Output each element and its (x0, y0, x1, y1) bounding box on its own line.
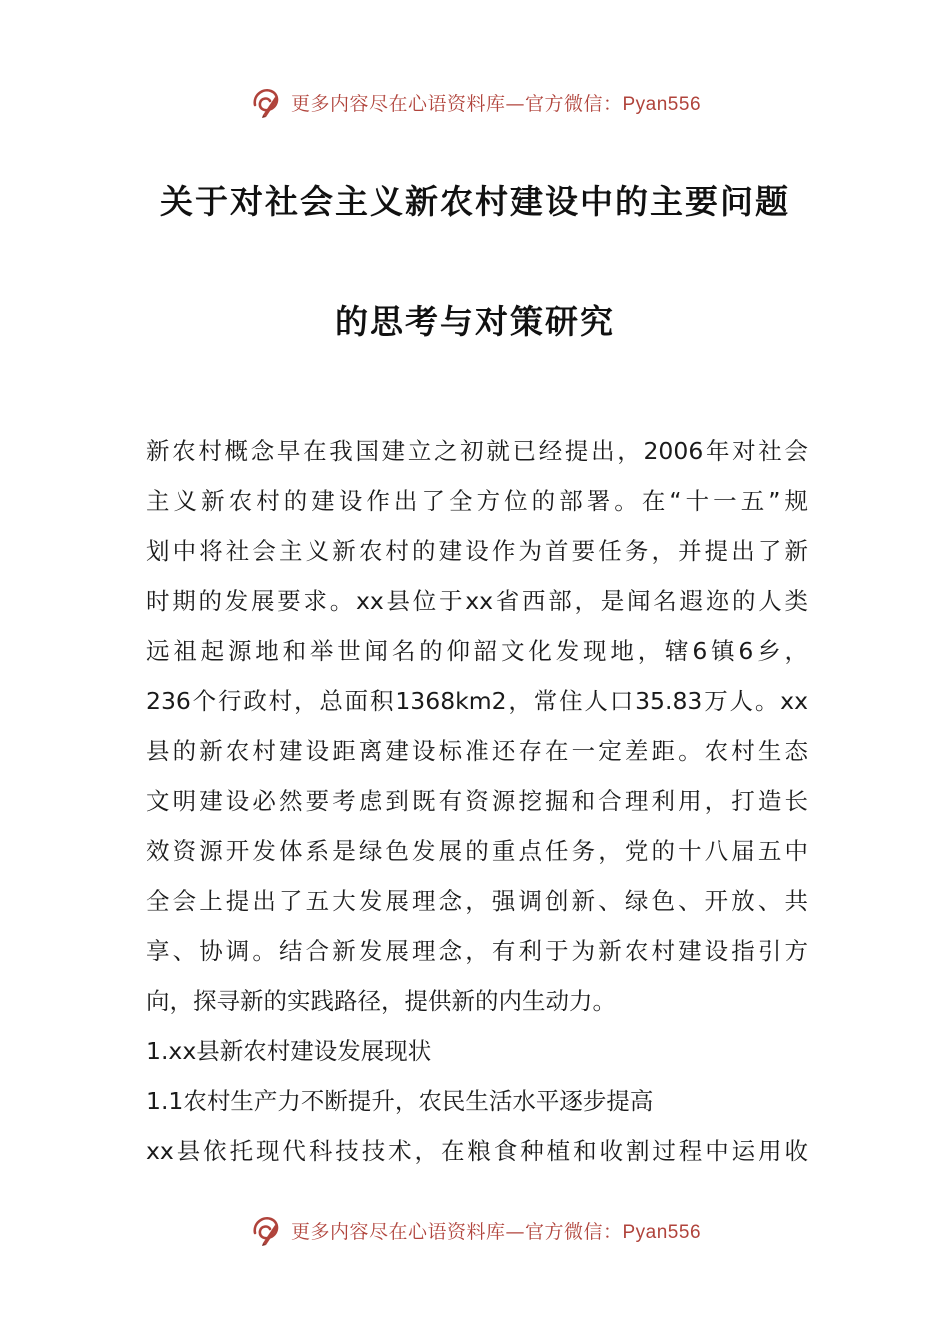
watermark-text: 更多内容尽在心语资料库—官方微信：Pyan556 (290, 92, 702, 115)
page-title-line-2: 的思考与对策研究 (335, 302, 615, 341)
body-line: 时期的发展要求。xx县位于xx省西部，是闻名遐迩的人类 (146, 587, 808, 615)
header-watermark-banner (0, 82, 950, 122)
document-body (146, 426, 808, 1176)
page-title-line-1: 关于对社会主义新农村建设中的主要问题 (160, 182, 790, 221)
pen-swirl-logo-icon (249, 1213, 283, 1247)
body-line: 划中将社会主义新农村的建设作为首要任务，并提出了新 (146, 537, 808, 565)
footer-watermark-banner (0, 1210, 950, 1250)
body-line: 236个行政村，总面积1368km2，常住人口35.83万人。xx (146, 687, 808, 715)
section-heading: 1.xx县新农村建设发展现状 (146, 1037, 432, 1065)
body-line: 远祖起源地和举世闻名的仰韶文化发现地，辖6镇6乡， (146, 637, 808, 665)
body-line: 全会上提出了五大发展理念，强调创新、绿色、开放、共 (146, 887, 808, 915)
body-line: 文明建设必然要考虑到既有资源挖掘和合理利用，打造长 (146, 787, 808, 815)
body-line: 县的新农村建设距离建设标准还存在一定差距。农村生态 (146, 737, 808, 765)
body-line: 享、协调。结合新发展理念，有利于为新农村建设指引方 (146, 937, 808, 965)
body-line: 向，探寻新的实践路径，提供新的内生动力。 (146, 987, 616, 1015)
body-line: xx县依托现代科技技术，在粮食种植和收割过程中运用收 (146, 1137, 808, 1165)
wechat-id: Pyan556 (622, 93, 702, 115)
watermark-text: 更多内容尽在心语资料库—官方微信：Pyan556 (290, 1220, 702, 1243)
body-line: 新农村概念早在我国建立之初就已经提出，2006年对社会 (146, 437, 808, 465)
wechat-id: Pyan556 (622, 1221, 702, 1243)
subsection-heading: 1.1农村生产力不断提升，农民生活水平逐步提高 (146, 1087, 654, 1115)
body-line: 主义新农村的建设作出了全方位的部署。在“十一五”规 (146, 487, 808, 515)
pen-swirl-logo-icon (249, 85, 283, 119)
body-line: 效资源开发体系是绿色发展的重点任务，党的十八届五中 (146, 837, 808, 865)
